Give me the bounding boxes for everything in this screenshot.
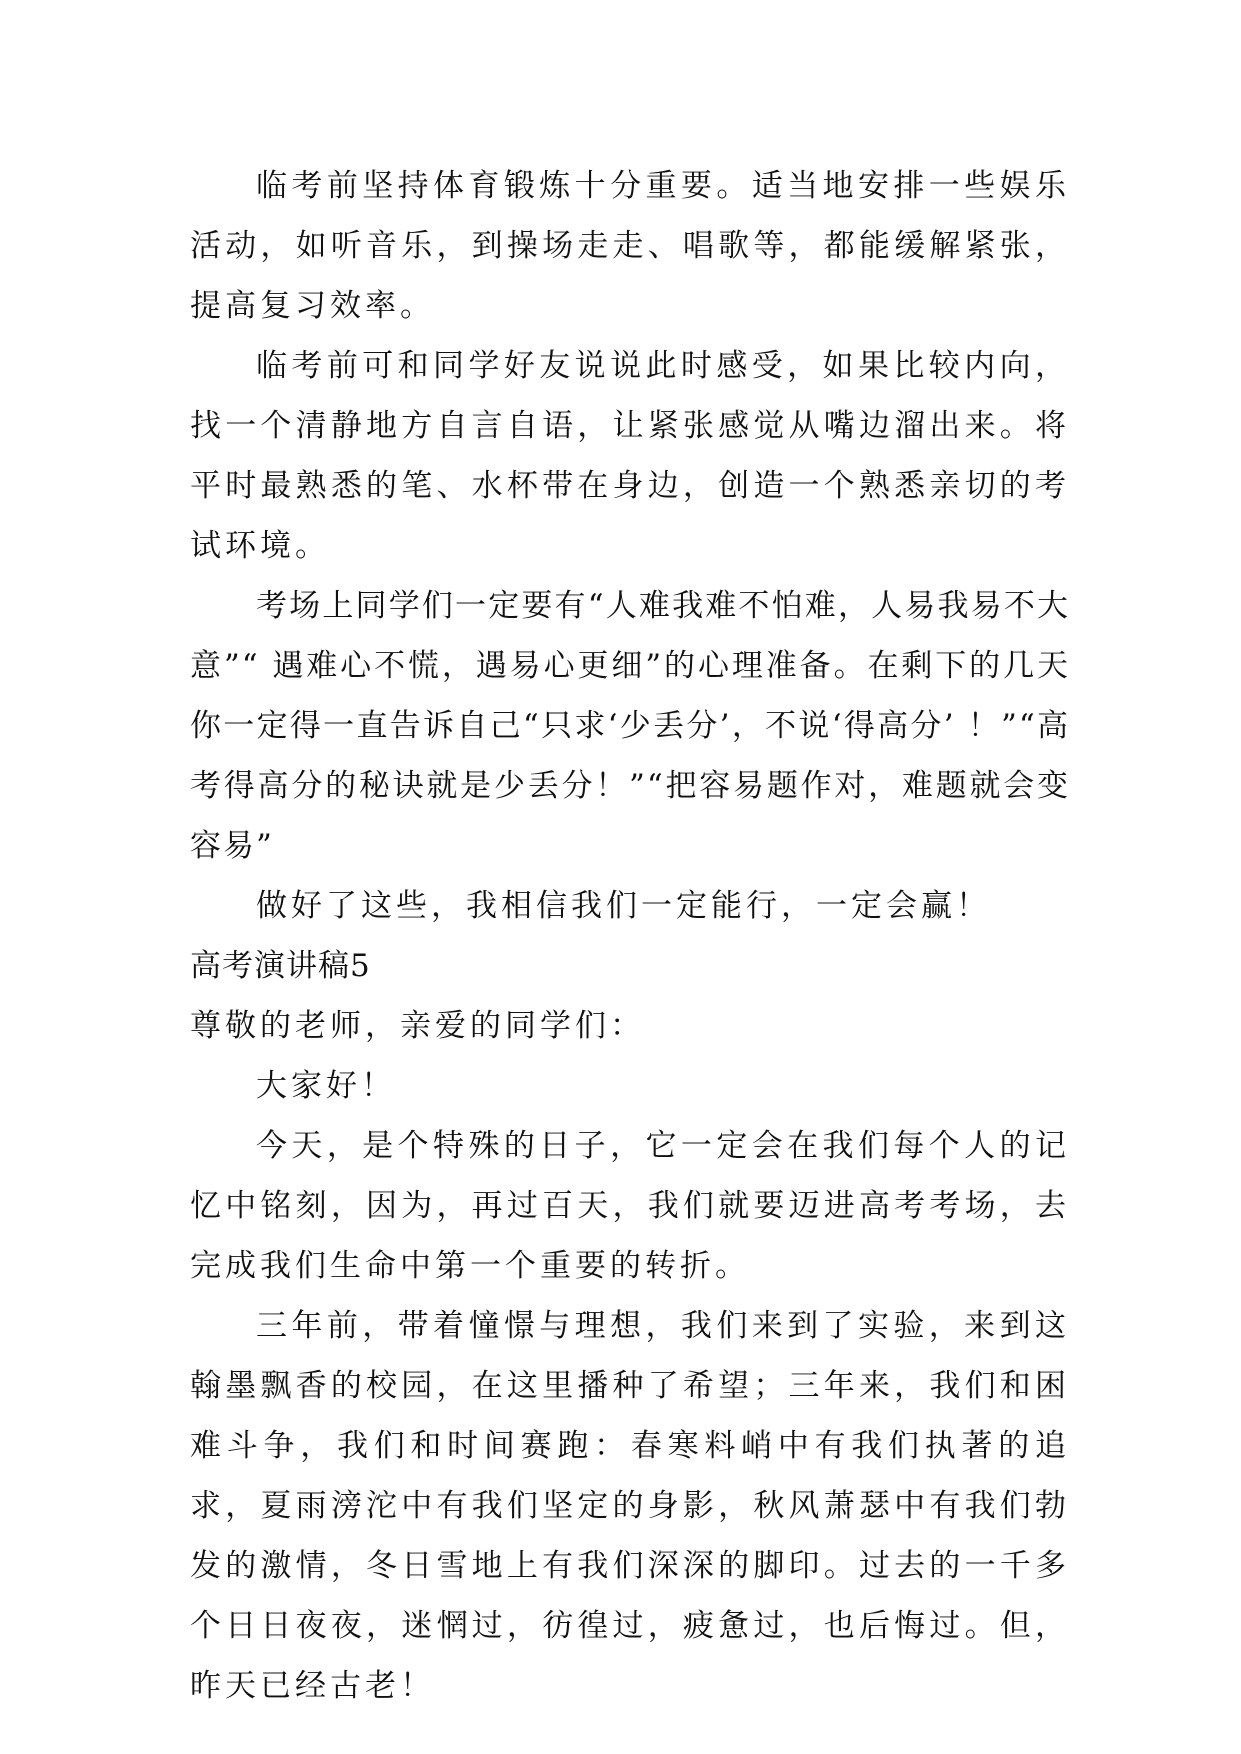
- paragraph-special-day: 今天，是个特殊的日子，它一定会在我们每个人的记忆中铭刻，因为，再过百天，我们就要迈进高考考场，去完成我们生命中第一个重要的转折。: [190, 1128, 1070, 1284]
- greeting: 大家好！: [256, 1068, 396, 1104]
- paragraph-exercise: 临考前坚持体育锻炼十分重要。适当地安排一些娱乐活动，如听音乐，到操场走走、唱歌等，都能缓解紧张，提高复习效率。: [190, 168, 1070, 324]
- paragraph-conclusion: 做好了这些，我相信我们一定能行，一定会赢！: [256, 888, 991, 924]
- salutation: 尊敬的老师，亲爱的同学们：: [190, 1008, 645, 1044]
- document-body: [190, 156, 1070, 1716]
- paragraph-exam-mindset: 考场上同学们一定要有“人难我难不怕难，人易我易不大意”“ 遇难心不慌，遇易心更细”的心理准备。在剩下的几天你一定得一直告诉自己“只求‘少丢分’，不说‘得高分’ ！”“高考得高分的秘诀就是少丢分！”“把容易题作对，难题就会变容易”: [190, 588, 1070, 864]
- section-title: 高考演讲稿5: [190, 948, 371, 984]
- paragraph-three-years: 三年前，带着憧憬与理想，我们来到了实验，来到这翰墨飘香的校园，在这里播种了希望；三年来，我们和困难斗争，我们和时间赛跑：春寒料峭中有我们执著的追求，夏雨滂沱中有我们坚定的身影，秋风萧瑟中有我们勃发的激情，冬日雪地上有我们深深的脚印。过去的一千多个日日夜夜，迷惘过，彷徨过，疲惫过，也后悔过。但，昨天已经古老！: [190, 1308, 1070, 1704]
- paragraph-talk-feelings: 临考前可和同学好友说说此时感受，如果比较内向，找一个清静地方自言自语，让紧张感觉从嘴边溜出来。将平时最熟悉的笔、水杯带在身边，创造一个熟悉亲切的考试环境。: [190, 348, 1070, 564]
